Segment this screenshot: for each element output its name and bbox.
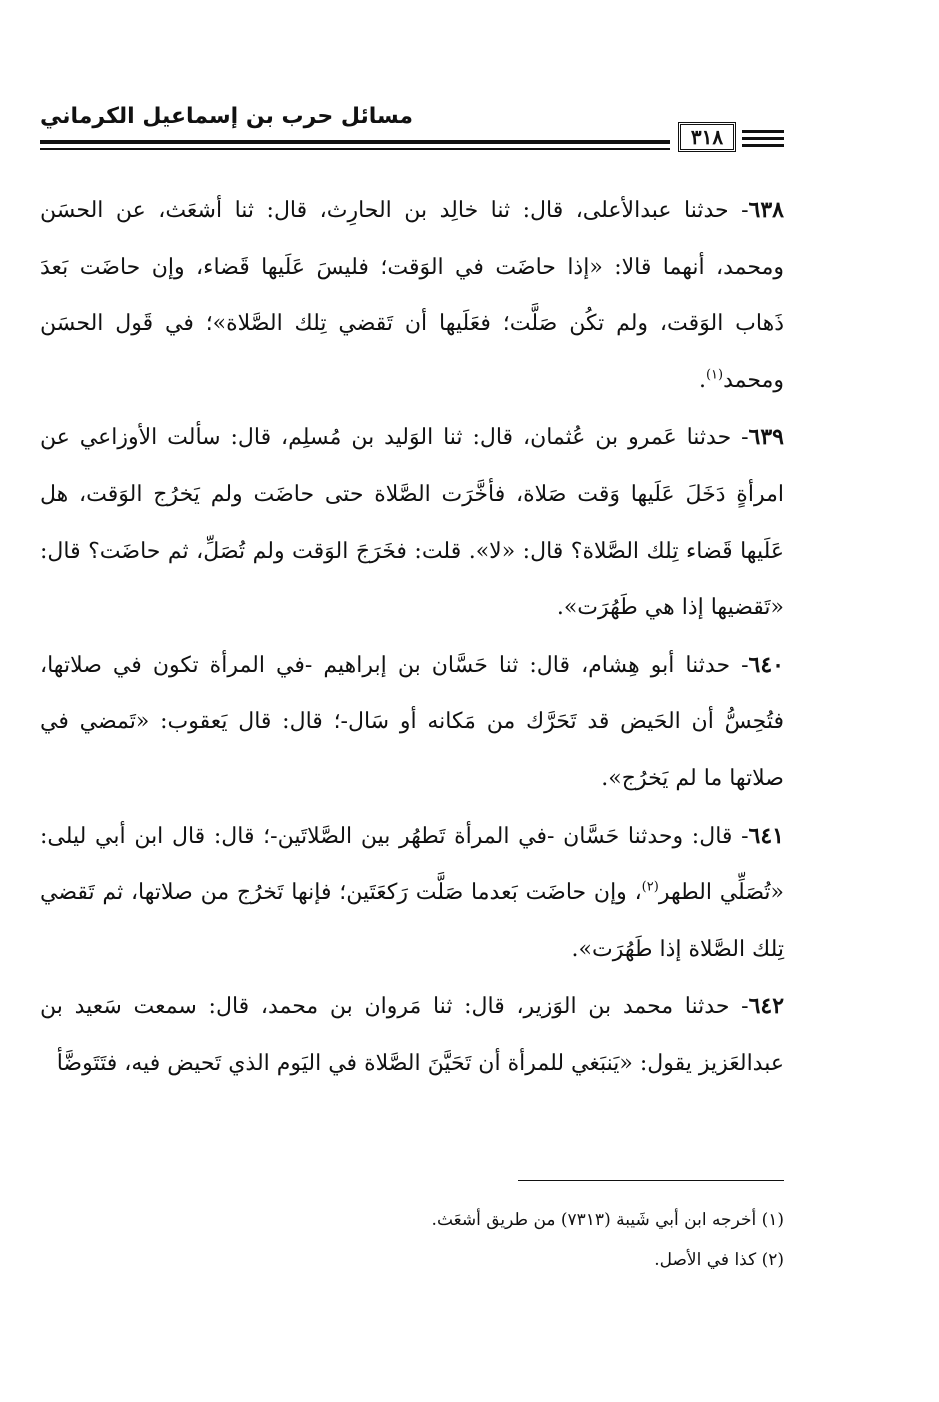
footnote-ref: (١) — [705, 367, 724, 383]
narration-text: - قال: وحدثنا حَسَّان -في المرأة تَطهُر بين الصَّلاتَين-؛ قال: قال ابن أبي ليلى: «تُصَلِّي الطهر — [40, 823, 784, 906]
narration-number: ٦٤٠ — [748, 651, 784, 678]
narration-number: ٦٤٢ — [748, 993, 785, 1020]
header-rule-thin — [40, 148, 670, 150]
narration-tail: . — [556, 595, 564, 621]
main-text — [40, 182, 784, 1093]
narration-number: ٦٣٩ — [748, 424, 784, 451]
footnote-ref: (٢) — [641, 879, 659, 895]
narration-number: ٦٣٨ — [748, 197, 784, 223]
footnote-2: (٢) كذا في الأصل. — [654, 1250, 784, 1270]
header-rule-thick — [40, 140, 670, 144]
narration-638 — [40, 182, 784, 409]
footnotes — [40, 1200, 784, 1280]
narration-640 — [40, 637, 784, 808]
page-header — [40, 104, 784, 156]
footnote-separator — [518, 1180, 784, 1181]
header-ornament — [742, 130, 784, 151]
narration-tail: . — [601, 765, 609, 791]
narration-tail: . — [698, 367, 706, 393]
narration-text: - حدثنا عَمرو بن عُثمان، قال: ثنا الوَليد بن مُسلِم، قال: سألت الأوزاعي عن امرأةٍ دَخَلَ عَلَيها وَقت صَلاة، فأخَّرَت الصَّلاة حتى حاضَت ولم يَخرُج الوَقت، هل عَلَيها قَضاء تِلك الصَّلاة؟ قال: «لا». قلت: فخَرَجَ الوَقت ولم تُصَلِّ، ثم حاضَت؟ قال: «تَقضيها إذا هي طَهُرَت» — [40, 425, 784, 621]
narration-text: - حدثنا أبو هِشام، قال: ثنا حَسَّان بن إبراهيم -في المرأة تكون في صلاتها، فتُحِسُّ أن الحَيض قد تَحَرَّك من مَكانه أو سَال-؛ قال: قال يَعقوب: «تَمضي في صلاتها ما لم يَخرُج» — [40, 652, 784, 791]
page-number: ٣١٨ — [678, 122, 736, 152]
narration-639 — [40, 409, 784, 636]
footnote-1: (١) أخرجه ابن أبي شَيبة (٧٣١٣) من طريق أشعَث. — [431, 1210, 784, 1230]
narration-text: - حدثنا عبدالأعلى، قال: ثنا خالِد بن الحارِث، قال: ثنا أشعَث، عن الحسَن ومحمد، أنهما قالا: «إذا حاضَت في الوَقت؛ فليسَ عَلَيها قَضاء، وإن حاضَت بَعدَ ذَهاب الوَقت، ولم تكُن صَلَّت؛ فعَلَيها أن تَقضي تِلك الصَّلاة»؛ في قَول الحسَن ومحمد — [40, 198, 784, 393]
narration-642 — [40, 978, 784, 1092]
book-title: مسائل حرب بن إسماعيل الكرماني — [40, 104, 414, 129]
narration-number: ٦٤١ — [748, 822, 784, 849]
narration-641 — [40, 808, 784, 979]
narration-tail: ، وإن حاضَت بَعدما صَلَّت رَكعَتَين؛ فإنها تَخرُج من صلاتها، ثم تَقضي تِلك الصَّلاة إذا طَهُرَت». — [40, 880, 784, 962]
narration-text: - حدثنا محمد بن الوَزير، قال: ثنا مَروان بن محمد، قال: سمعت سَعيد بن عبدالعَزيز يقول: «يَنبَغي للمرأة أن تَحَيَّنَ الصَّلاة في اليَوم الذي تَحيض فيه، فتَتَوضَّأ — [40, 994, 784, 1076]
